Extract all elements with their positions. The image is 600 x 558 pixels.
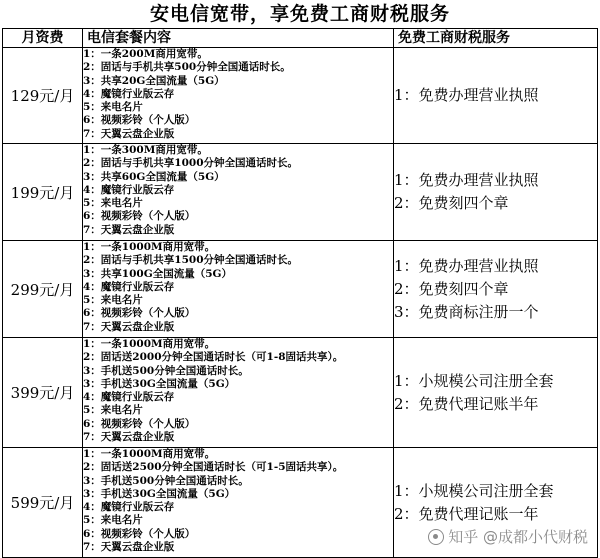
table-row [3, 241, 598, 338]
pricing-table [2, 28, 598, 558]
package-item: 2：固话送2500分钟全国通话时长（可1-5固话共享）。 [83, 461, 344, 474]
watermark [428, 526, 588, 547]
package-item: 2：固话送2000分钟全国通话时长（可1-8固话共享）。 [83, 351, 344, 364]
package-item: 3：共享20G全国流量（5G） [83, 74, 225, 87]
package-item: 7：天翼云盘企业版 [83, 223, 175, 236]
table-row [3, 338, 598, 448]
header-monthly-fee: 月资费 [3, 29, 83, 48]
package-item: 4：魔镜行业版云存 [83, 183, 175, 196]
free-service-item: 3：免费商标注册一个 [394, 302, 539, 321]
package-item: 3：共享100G全国流量（5G） [83, 267, 232, 280]
header-package-content: 电信套餐内容 [83, 29, 394, 48]
page-title: 安电信宽带，享免费工商财税服务 [149, 3, 450, 25]
package-item: 1：一条1000M商用宽带。 [83, 241, 216, 253]
free-service-item: 2：免费代理记账一年 [394, 504, 539, 523]
package-item: 5：来电名片 [83, 404, 143, 417]
free-service-item: 2：免费代理记账半年 [394, 394, 539, 413]
package-item: 2：固话与手机共享500分钟全国通话时长。 [83, 61, 291, 74]
package-item: 3：手机送30G全国流量（5G） [83, 487, 236, 500]
package-item: 2：固话与手机共享1500分钟全国通话时长。 [83, 254, 299, 267]
package-item: 2：固话与手机共享1000分钟全国通话时长。 [83, 157, 299, 170]
package-item: 5：来电名片 [83, 197, 143, 210]
free-service-item: 1：免费办理营业执照 [394, 86, 539, 104]
package-item: 6：视频彩铃（个人版） [83, 417, 196, 430]
package-item: 7：天翼云盘企业版 [83, 431, 175, 444]
package-item: 4：魔镜行业版云存 [83, 501, 175, 514]
package-item: 1：一条200M商用宽带。 [83, 48, 208, 60]
package-item: 7：天翼云盘企业版 [83, 127, 175, 140]
package-item: 5：来电名片 [83, 294, 143, 307]
package-content-cell [83, 448, 394, 558]
package-item: 4：魔镜行业版云存 [83, 391, 175, 404]
package-item: 4：魔镜行业版云存 [83, 280, 175, 293]
monthly-price: 399元/月 [3, 338, 83, 448]
package-item: 3：手机送500分钟全国通话时长。 [83, 474, 249, 487]
package-item: 4：魔镜行业版云存 [83, 87, 175, 100]
package-item: 6：视频彩铃（个人版） [83, 114, 196, 127]
package-item: 1：一条1000M商用宽带。 [83, 448, 216, 460]
package-item: 5：来电名片 [83, 514, 143, 527]
free-service-item: 1：小规模公司注册全套 [394, 371, 554, 390]
header-free-services: 免费工商财税服务 [394, 29, 598, 48]
monthly-price: 599元/月 [3, 448, 83, 558]
package-item: 7：天翼云盘企业版 [83, 541, 175, 554]
monthly-price: 129元/月 [3, 48, 83, 144]
package-content-cell [83, 144, 394, 241]
package-content-cell [83, 338, 394, 448]
package-item: 1：一条1000M商用宽带。 [83, 338, 216, 350]
free-services-cell [394, 241, 598, 338]
zhihu-logo-icon [428, 529, 444, 545]
free-service-item: 1：小规模公司注册全套 [394, 481, 554, 500]
free-services-cell [394, 338, 598, 448]
package-content-cell [83, 48, 394, 144]
package-item: 3：共享60G全国流量（5G） [83, 170, 225, 183]
monthly-price: 299元/月 [3, 241, 83, 338]
package-item: 7：天翼云盘企业版 [83, 320, 175, 333]
package-item: 3：手机送500分钟全国通话时长。 [83, 364, 249, 377]
free-services-cell [394, 48, 598, 144]
package-item: 6：视频彩铃（个人版） [83, 307, 196, 320]
package-content-cell [83, 241, 394, 338]
table-header-row [3, 29, 598, 48]
package-item: 6：视频彩铃（个人版） [83, 527, 196, 540]
package-item: 6：视频彩铃（个人版） [83, 210, 196, 223]
watermark-text: 知乎 @成都小代财税 [448, 528, 588, 546]
free-service-item: 2：免费刻四个章 [394, 194, 509, 212]
free-service-item: 2：免费刻四个章 [394, 279, 509, 298]
free-service-item: 1：免费办理营业执照 [394, 256, 539, 275]
monthly-price: 199元/月 [3, 144, 83, 241]
free-services-cell [394, 144, 598, 241]
table-row [3, 48, 598, 144]
free-service-item: 1：免费办理营业执照 [394, 171, 539, 189]
package-item: 1：一条300M商用宽带。 [83, 144, 208, 156]
table-row [3, 144, 598, 241]
package-item: 3：手机送30G全国流量（5G） [83, 377, 236, 390]
package-item: 5：来电名片 [83, 101, 143, 114]
